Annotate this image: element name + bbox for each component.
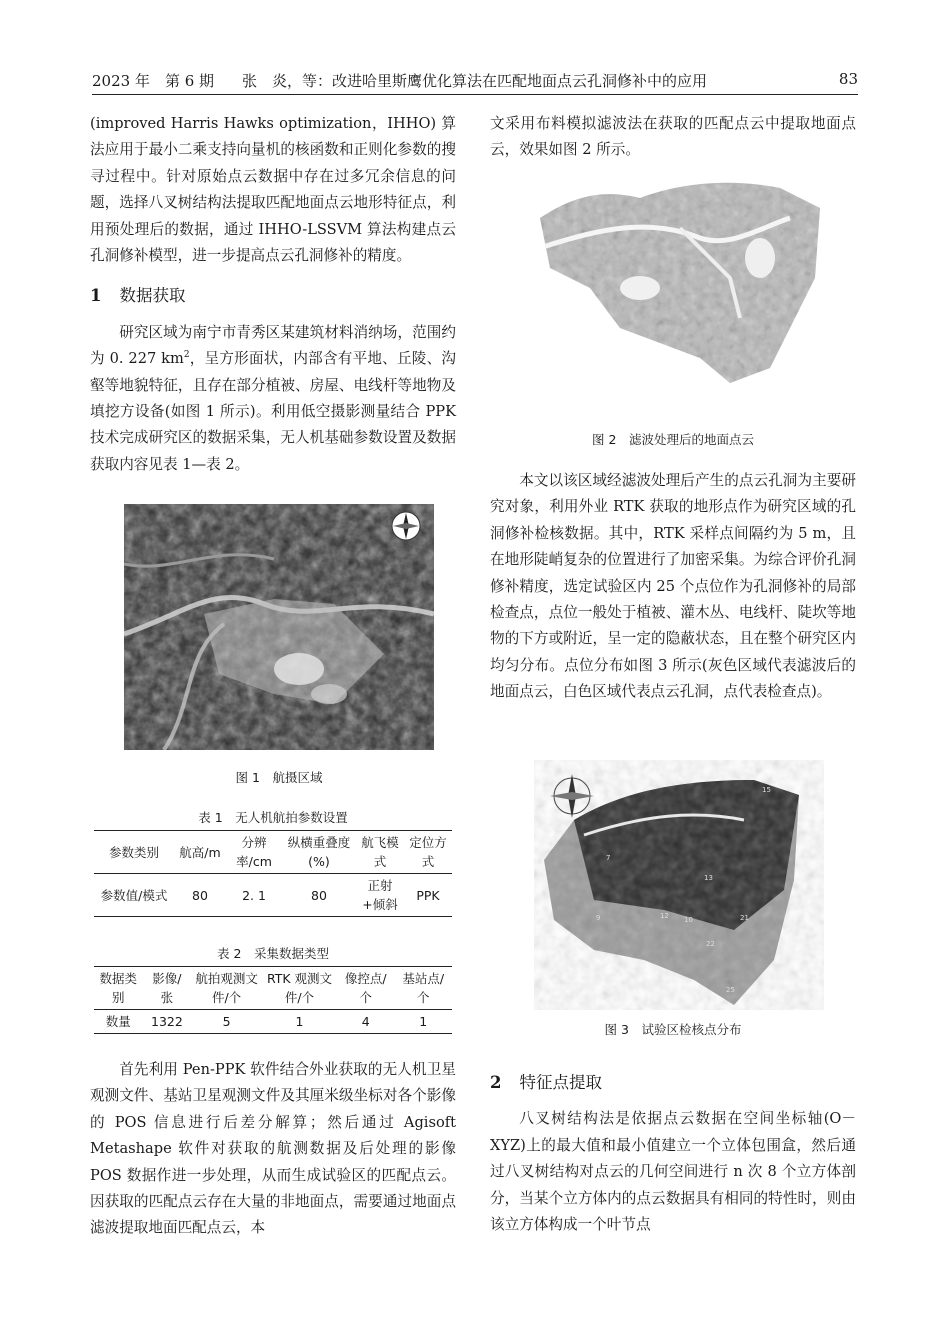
right-column-middle (490, 468, 856, 706)
table-1-cell: 80 (311, 887, 327, 903)
section-2-title: 特征点提取 (519, 1073, 602, 1092)
octree-paragraph: 八叉树结构法是依据点云数据在空间坐标轴(O－XYZ)上的最大值和最小值建立一个立体包围盒，然后通过八叉树结构对点云的几何空间进行 n 次 8 个立方体剖分，当某个立方体内的点云数据具有相同的特性时，则由该立方体构成一个叶节点 (490, 1110, 856, 1234)
section-1-title: 数据获取 (119, 286, 186, 306)
table-1-header-cell: 航飞模式 (361, 835, 399, 869)
table-1-header-cell: 定位方式 (409, 835, 447, 869)
table-2-cell: 1 (295, 1014, 304, 1029)
table-2-cell: 1322 (151, 1014, 183, 1029)
checkpoint-label: 21 (740, 914, 749, 922)
running-title: 张 炎，等：改进哈里斯鹰优化算法在匹配地面点云孔洞修补中的应用 (242, 72, 708, 90)
section-2-heading (490, 1070, 856, 1096)
compass-icon (392, 512, 420, 540)
table-1 (94, 830, 452, 917)
table-2 (94, 966, 452, 1034)
table-2-header-cell: 像控点/个 (344, 971, 387, 1005)
checkpoint-label: 9 (596, 914, 601, 922)
table-2-cell: 4 (361, 1014, 370, 1029)
table-1-cell: 参数值/模式 (100, 887, 168, 903)
figure-2-caption: 图 2 滤波处理后的地面点云 (592, 432, 754, 447)
section-1-number: 1 (90, 286, 102, 306)
figure-1-aerial-image (124, 504, 434, 750)
table-1-header-cell: 纵横重叠度(%) (287, 835, 351, 869)
checkpoint-label: 10 (684, 916, 693, 924)
checkpoint-label: 7 (606, 854, 611, 862)
table-2-row (94, 1010, 452, 1034)
table-2-header-cell: RTK 观测文件/个 (266, 971, 333, 1005)
table-2-cell: 1 (419, 1014, 428, 1029)
data-processing-paragraph: 首先利用 Pen-PPK 软件结合外业获取的无人机卫星观测文件、基站卫星观测文件及其厘米级坐标对各个影像的 POS 信息进行后差分解算；然后通过 Agisoft Metashape 软件对获取的航测数据及后处理的影像 POS 数据作进一步处理，从而生成试验区的匹配点云。因获取的匹配点云存在大量的非地面点，需要通过地面点滤波提取地面匹配点云，本 (90, 1061, 456, 1237)
study-area-paragraph: 研究区域为南宁市青秀区某建筑材料消纳场，范围约为 0. 227 $km^2$，呈方形面状，内部含有平地、丘陵、沟壑等地貌特征，且存在部分植被、房屋、电线杆等地物及填挖方设备(如图 1 所示)。利用低空摄影测量结合 PPK 技术完成研究区的数据采集，无人机基础参数设置及数据获取内容见表 1—表 2。 (90, 323, 456, 473)
right-column-bottom (490, 1070, 856, 1238)
figure-2-ground-point-cloud (530, 168, 830, 418)
table-2-title: 表 2 采集数据类型 (217, 946, 329, 961)
running-header (92, 66, 858, 95)
table-1-row (94, 874, 452, 917)
intro-paragraph: (improved Harris Hawks optimization，IHHO) 算法应用于最小二乘支持向量机的核函数和正则化参数的搜寻过程中。针对原始点云数据中存在过多冗余信息的问题，选择八叉树结构法提取匹配地面点云地形特征点，利用预处理后的数据，通过 IHHO-LSSVM 算法构建点云孔洞修补模型，进一步提高点云孔洞修补的精度。 (90, 115, 456, 265)
figure-1-caption: 图 1 航摄区域 (235, 770, 323, 785)
table-2-header-cell: 影像/张 (152, 971, 182, 1005)
table-2-header-row (94, 967, 452, 1010)
section-2-number: 2 (490, 1073, 502, 1092)
compass-icon (550, 774, 594, 818)
checkpoint-label: 22 (706, 940, 715, 948)
table-2-cell: 5 (222, 1014, 231, 1029)
figure-3-caption: 图 3 试验区检核点分布 (604, 1022, 742, 1037)
table-1-title: 表 1 无人机航拍参数设置 (198, 810, 348, 825)
figure-3-checkpoint-map (534, 760, 824, 1010)
checkpoint-label: 12 (660, 912, 669, 920)
journal-issue: 2023 年 第 6 期 (92, 72, 215, 90)
rtk-paragraph: 本文以该区域经滤波处理后产生的点云孔洞为主要研究对象，利用外业 RTK 获取的地形点作为研究区域的孔洞修补检核数据。其中，RTK 采样点间隔约为 5 m，且在地形陡峭复杂的位置进行了加密采集。为综合评价孔洞修补精度，选定试验区内 25 个点位作为孔洞修补的局部检查点，点位一般处于植被、灌木丛、电线杆、陡坎等地物的下方或附近，呈一定的隐蔽状态，且在整个研究区内均匀分布。点位分布如图 3 所示(灰色区域代表滤波后的地面点云，白色区域代表点云孔洞，点代表检查点)。 (490, 472, 856, 701)
table-1-header-cell: 航高/m (179, 844, 221, 860)
table-1-cell: 80 (192, 887, 208, 903)
table-1-header-row (94, 831, 452, 874)
right-column-top (490, 111, 856, 164)
table-1-cell: 正射+倾斜 (362, 878, 398, 912)
left-column (90, 111, 456, 478)
checkpoint-label: 25 (726, 986, 735, 994)
filter-paragraph: 文采用布料模拟滤波法在获取的匹配点云中提取地面点云，效果如图 2 所示。 (490, 115, 856, 159)
checkpoint-label: 13 (704, 874, 713, 882)
table-1-header-cell: 分辨率/cm (236, 835, 272, 869)
table-2-header-cell: 数据类别 (99, 971, 138, 1005)
table-2-cell: 数量 (105, 1014, 131, 1029)
table-1-cell: PPK (416, 887, 440, 903)
table-1-header-cell: 参数类别 (108, 844, 159, 860)
left-column-bottom (90, 1057, 456, 1242)
table-2-header-cell: 航拍观测文件/个 (195, 971, 258, 1005)
section-1-heading (90, 283, 456, 309)
table-2-header-cell: 基站点/个 (402, 971, 445, 1005)
checkpoint-label: 15 (762, 786, 771, 794)
page-number: 83 (838, 70, 858, 88)
table-1-cell: 2. 1 (242, 887, 266, 903)
